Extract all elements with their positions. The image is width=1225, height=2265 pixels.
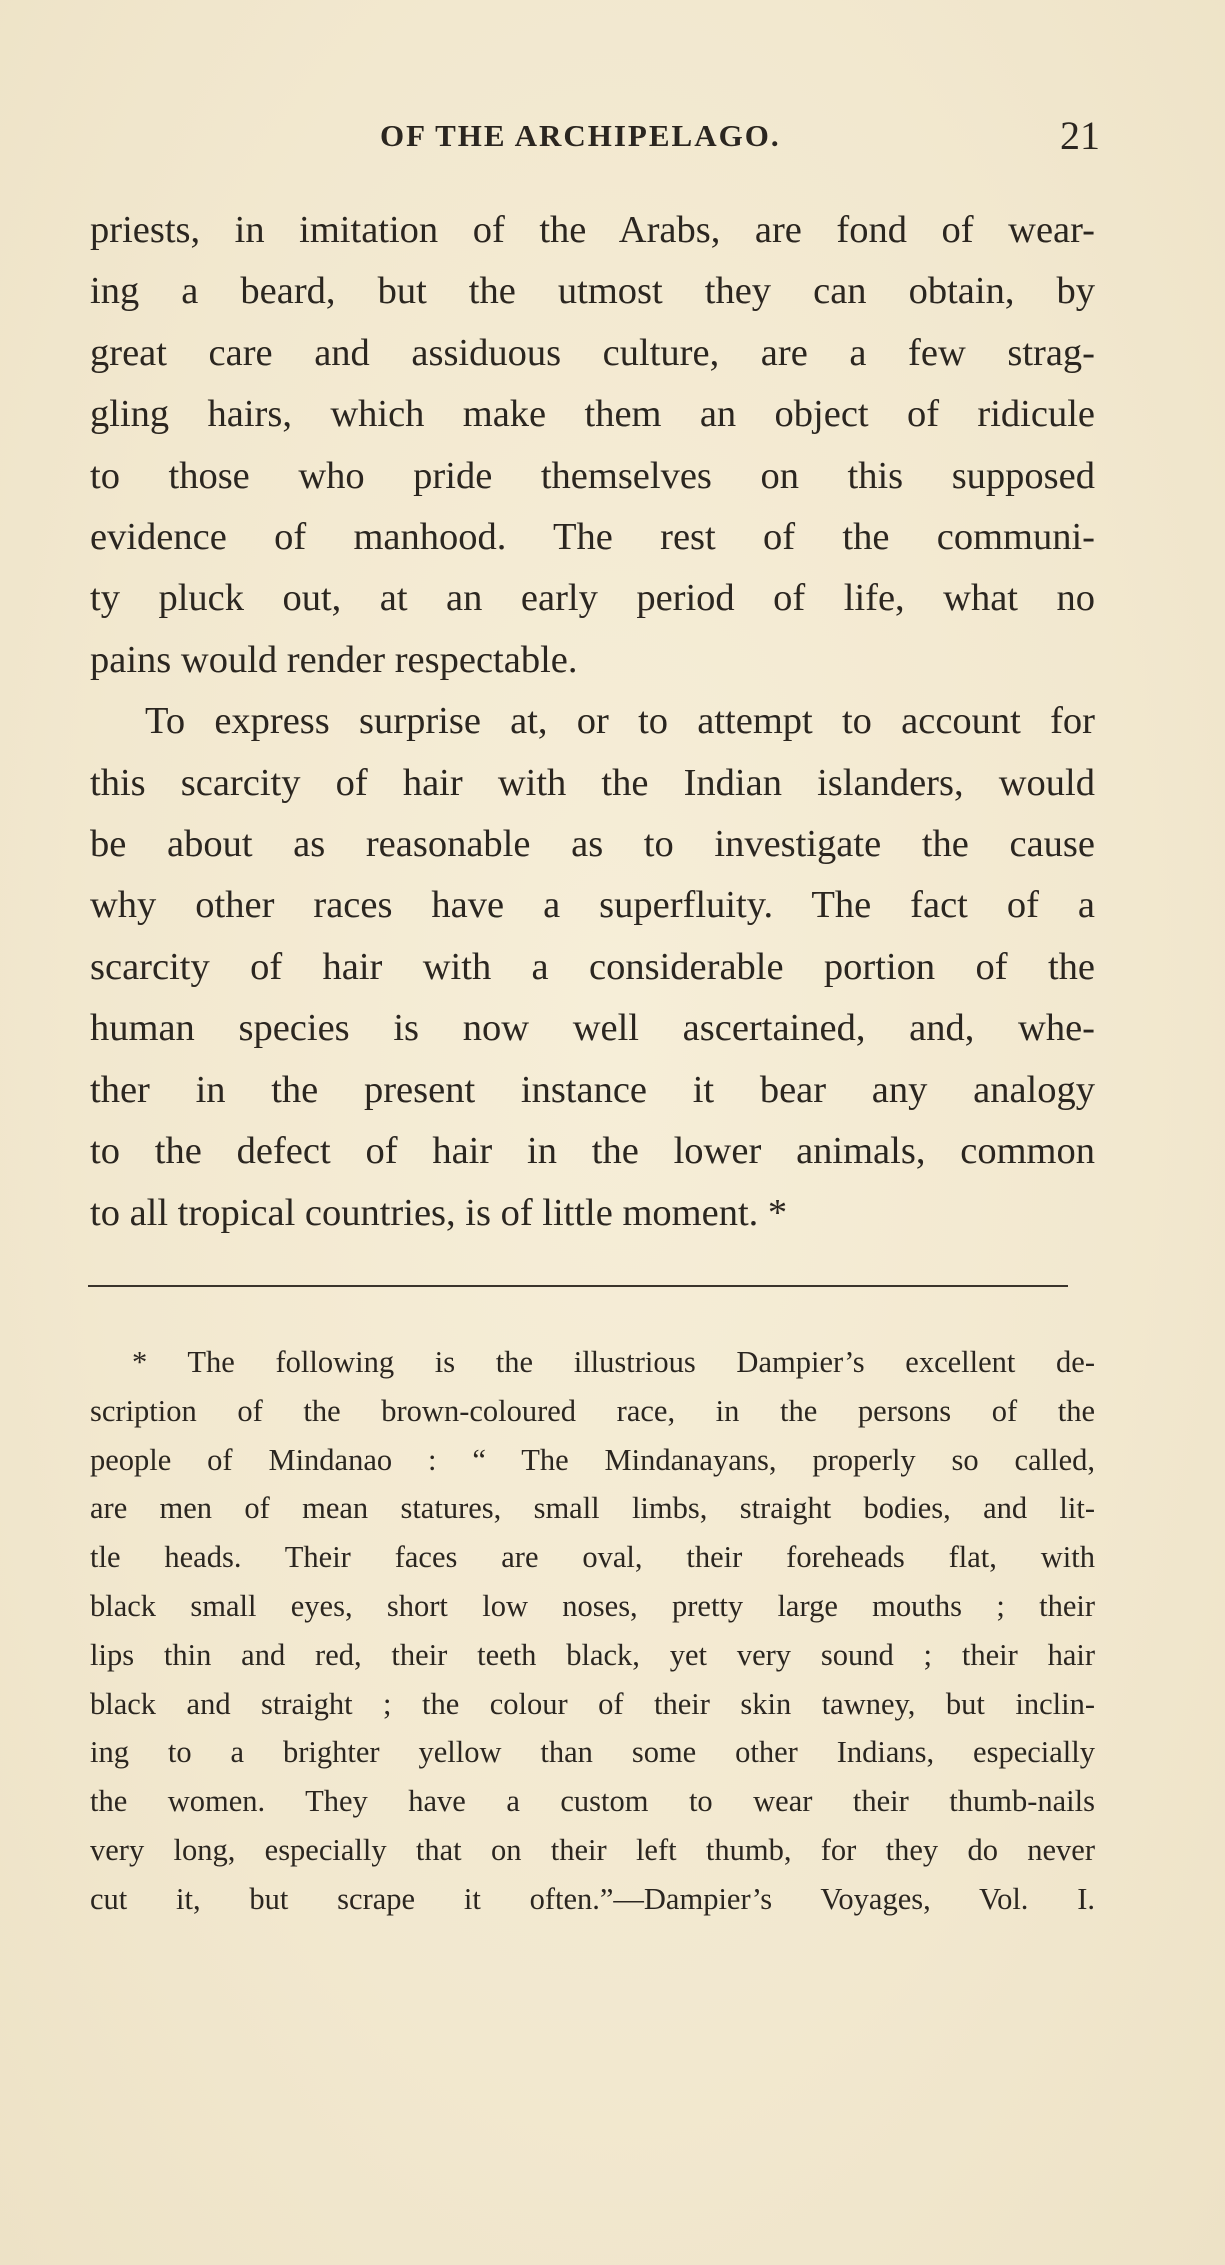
body-line: to all tropical countries, is of little moment. *: [90, 1191, 788, 1234]
footnote-line: black and straight ; the colour of their skin tawney, but inclin-: [90, 1686, 1095, 1721]
body-line: gling hairs, which make them an object of ridicule: [90, 393, 1095, 436]
body-text: [90, 200, 1095, 1244]
body-line: to those who pride themselves on this supposed: [90, 454, 1095, 497]
body-line: human species is now well ascertained, and, whe-: [90, 1007, 1095, 1050]
body-line: ther in the present instance it bear any analogy: [90, 1068, 1095, 1111]
body-line: priests, in imitation of the Arabs, are fond of wear-: [90, 209, 1095, 251]
footnote-line: * The following is the illustrious Dampier’s excellent de-: [132, 1345, 1095, 1379]
footnote-line: scription of the brown-coloured race, in the persons of the: [90, 1393, 1095, 1428]
footnote-line: tle heads. Their faces are oval, their foreheads flat, with: [90, 1540, 1095, 1575]
body-line: this scarcity of hair with the Indian islanders, would: [90, 761, 1095, 804]
body-line: To express surprise at, or to attempt to account for: [145, 700, 1095, 743]
footnote-line: very long, especially that on their left thumb, for they do never: [90, 1832, 1095, 1867]
body-line: why other races have a superfluity. The fact of a: [90, 884, 1095, 927]
body-line: great care and assiduous culture, are a few strag-: [90, 331, 1095, 374]
footnote-line: ing to a brighter yellow than some other Indians, especially: [90, 1735, 1095, 1770]
footnote-line: are men of mean statures, small limbs, straight bodies, and lit-: [90, 1491, 1095, 1526]
footnote-divider: [88, 1285, 1068, 1287]
body-line: pains would render respectable.: [90, 638, 578, 681]
footnote-line: cut it, but scrape it often.”—Dampier’s Voyages, Vol. I.: [90, 1881, 1095, 1916]
footnote-line: lips thin and red, their teeth black, yet very sound ; their hair: [90, 1637, 1095, 1672]
body-line: ty pluck out, at an early period of life, what no: [90, 577, 1095, 620]
body-line: evidence of manhood. The rest of the communi-: [90, 516, 1095, 559]
body-line: be about as reasonable as to investigate the cause: [90, 823, 1095, 866]
body-line: scarcity of hair with a considerable portion of the: [90, 945, 1095, 988]
footnote-line: black small eyes, short low noses, pretty large mouths ; their: [90, 1588, 1095, 1623]
running-head: OF THE ARCHIPELAGO.: [380, 118, 781, 153]
body-line: to the defect of hair in the lower animals, common: [90, 1130, 1095, 1173]
footnote-line: people of Mindanao : “ The Mindanayans, properly so called,: [90, 1442, 1095, 1477]
page-number: 21: [1060, 113, 1100, 158]
footnote-line: the women. They have a custom to wear their thumb-nails: [90, 1784, 1095, 1819]
footnote: [90, 1338, 1095, 1924]
page-header: [90, 112, 1100, 162]
body-line: ing a beard, but the utmost they can obtain, by: [90, 270, 1095, 313]
